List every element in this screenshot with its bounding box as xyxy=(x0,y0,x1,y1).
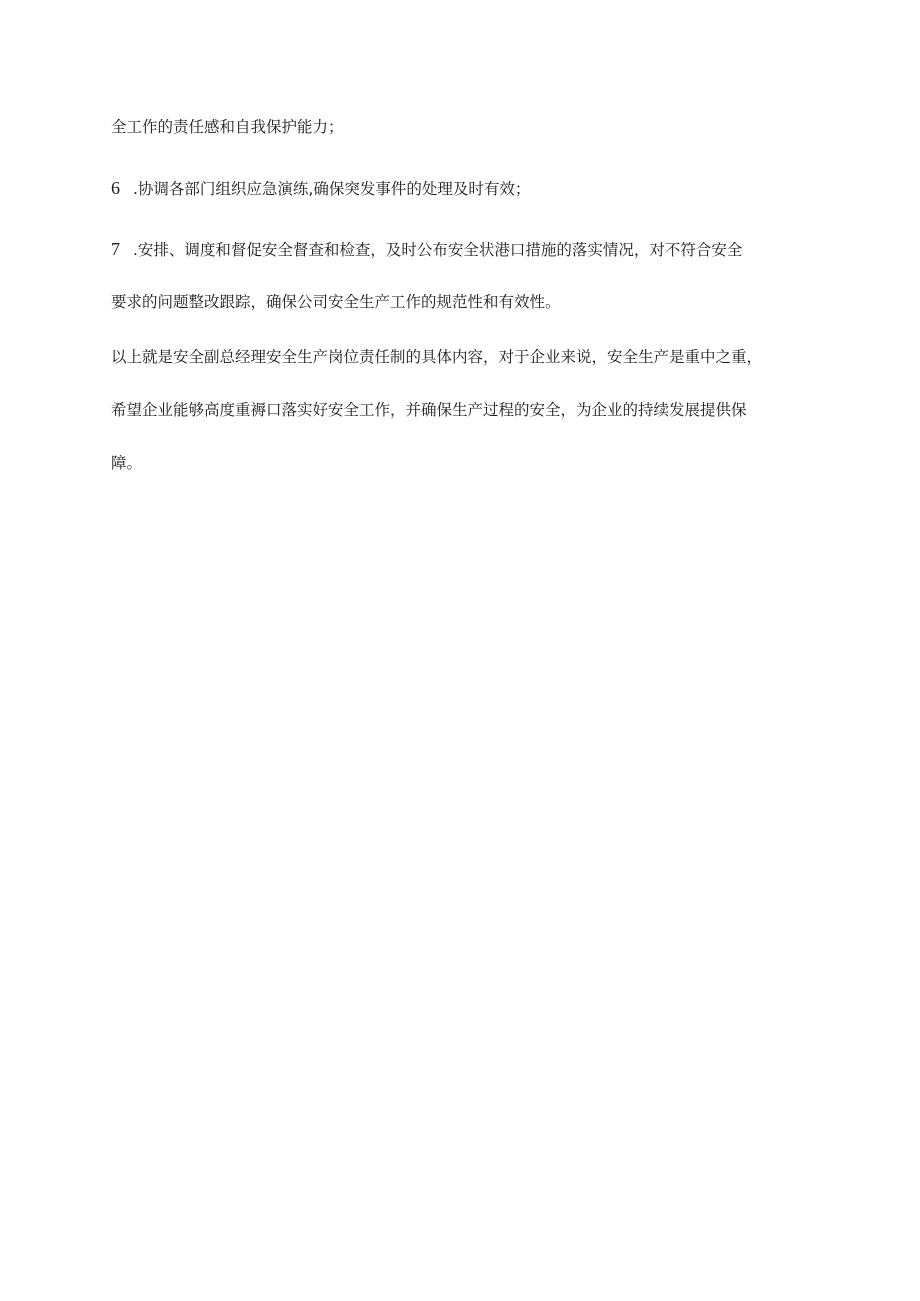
paragraph-line: 障。 xyxy=(111,454,143,472)
text-line: 全工作的责任感和自我保护能力； xyxy=(111,118,344,136)
conclusion-paragraph xyxy=(111,342,816,479)
paragraph-line: 希望企业能够高度重褥口落实好安全工作，并确保生产过程的安全，为企业的持续发展提供保 xyxy=(111,401,747,419)
list-item-6 xyxy=(111,173,816,204)
list-item-7 xyxy=(111,234,816,318)
list-item-text: .安排、调度和督促安全督查和检查，及时公布安全状港口措施的落实情况，对不符合安全 xyxy=(133,241,743,259)
list-item-text-continued: 要求的问题整改跟踪，确保公司安全生产工作的规范性和有效性。 xyxy=(111,293,561,311)
paragraph-line: 以上就是安全副总经理安全生产岗位责任制的具体内容，对于企业来说，安全生产是重中之重， xyxy=(111,348,763,366)
list-number: 7 xyxy=(111,239,120,259)
list-item-text: .协调各部门组织应急演练,确保突发事件的处理及时有效； xyxy=(133,180,531,198)
list-number: 6 xyxy=(111,178,120,198)
document-body xyxy=(111,112,816,479)
